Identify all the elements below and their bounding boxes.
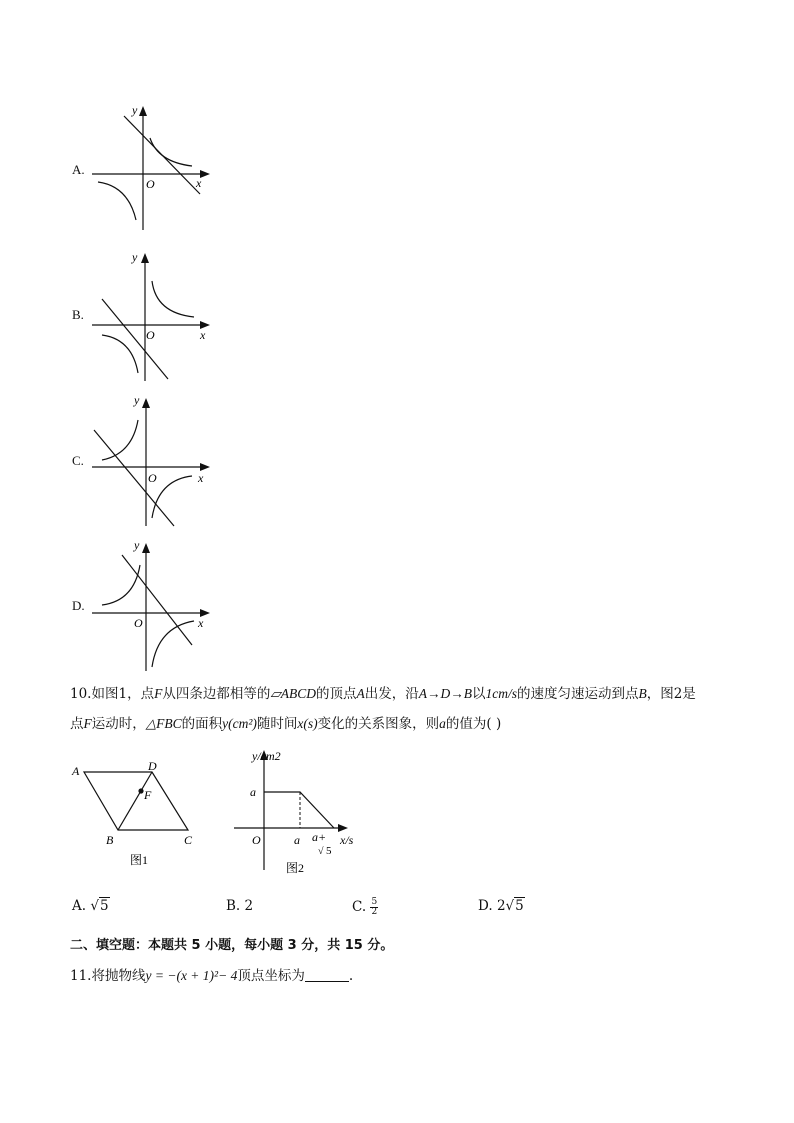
hyperbola-branch-lower <box>152 621 194 667</box>
question-10-line-2: 点F运动时，△FBC的面积y(cm²)随时间x(s)变化的关系图象，则a的值为( ) <box>70 716 502 732</box>
x-arrow-icon <box>200 463 210 471</box>
x-arrow-icon <box>338 824 348 832</box>
y-arrow-icon <box>139 106 147 116</box>
x-label: x <box>198 471 204 485</box>
answer-blank[interactable] <box>305 967 349 982</box>
label-d: D <box>148 759 157 773</box>
sqrt-icon: √ <box>318 846 324 857</box>
section-2-heading: 二、填空题：本题共 5 小题，每小题 3 分，共 15 分。 <box>70 938 394 953</box>
a-plus-label: a+ <box>312 830 327 844</box>
y-arrow-icon <box>142 543 150 553</box>
option-c-graph <box>88 390 218 530</box>
sqrt-icon: √ <box>505 898 515 914</box>
area-polyline <box>264 792 334 828</box>
label-a: A <box>72 764 80 778</box>
option-c-label: C. <box>72 453 84 468</box>
question-10-line-1: 10.如图1，点F从四条边都相等的▱ABCD的顶点A出发，沿A→D→B以1cm/s的速度匀速运动到点B，图2是 <box>70 686 696 702</box>
origin-label: O <box>146 177 155 191</box>
a-y-label: a <box>250 785 256 799</box>
x-label: x/s <box>340 833 354 847</box>
y-label: y <box>132 103 138 117</box>
origin-label: O <box>134 616 143 630</box>
label-c: C <box>184 833 193 847</box>
option-b-graph <box>88 245 218 385</box>
hyperbola-branch-lower <box>152 476 192 518</box>
line-graph <box>94 430 174 526</box>
sqrt5-label: 5 <box>326 845 332 857</box>
figure-1-rhombus <box>66 756 206 874</box>
choice-a[interactable]: A. √5 <box>72 898 109 914</box>
option-d-label: D. <box>72 598 85 613</box>
x-arrow-icon <box>200 170 210 178</box>
x-label: x <box>196 176 202 190</box>
choice-c[interactable]: C. $\frac{5}{2}$ <box>352 897 378 917</box>
option-a-label: A. <box>72 162 85 177</box>
hyperbola-branch-upper <box>152 281 194 317</box>
hyperbola-branch-lower <box>102 335 138 373</box>
choice-b[interactable]: B. 2 <box>226 898 254 914</box>
y-arrow-icon <box>141 253 149 263</box>
hyperbola-branch-upper <box>150 138 192 166</box>
hyperbola-branch-upper <box>102 420 138 460</box>
y-label: y/cm2 <box>252 749 281 763</box>
label-f: F <box>144 788 152 802</box>
y-label: y <box>134 538 140 552</box>
a-x-label: a <box>294 833 300 847</box>
origin-label: O <box>148 471 157 485</box>
origin-label: O <box>146 328 155 342</box>
y-label: y <box>132 250 138 264</box>
origin-label: O <box>252 833 261 847</box>
choice-d[interactable]: D. 2√5 <box>478 898 524 914</box>
option-b-label: B. <box>72 307 84 322</box>
question-11: 11.将抛物线y = −(x + 1)²− 4顶点坐标为 . <box>70 968 354 984</box>
option-a-graph <box>88 100 218 235</box>
point-f <box>138 788 143 793</box>
line-graph <box>122 555 192 645</box>
caption-figure-1: 图1 <box>130 853 149 867</box>
line-graph <box>102 299 168 379</box>
x-label: x <box>200 328 206 342</box>
label-b: B <box>106 833 114 847</box>
y-label: y <box>134 393 140 407</box>
x-label: x <box>198 616 204 630</box>
sqrt-icon: √ <box>90 898 99 914</box>
fraction: $\frac{5}{2}$ <box>371 897 378 917</box>
hyperbola-branch-lower <box>98 182 136 220</box>
rhombus-abcd <box>84 772 188 830</box>
caption-figure-2: 图2 <box>286 861 305 875</box>
question-10-choices <box>72 898 712 922</box>
figure-2-graph <box>230 746 370 882</box>
option-d-graph <box>88 535 218 675</box>
y-arrow-icon <box>142 398 150 408</box>
